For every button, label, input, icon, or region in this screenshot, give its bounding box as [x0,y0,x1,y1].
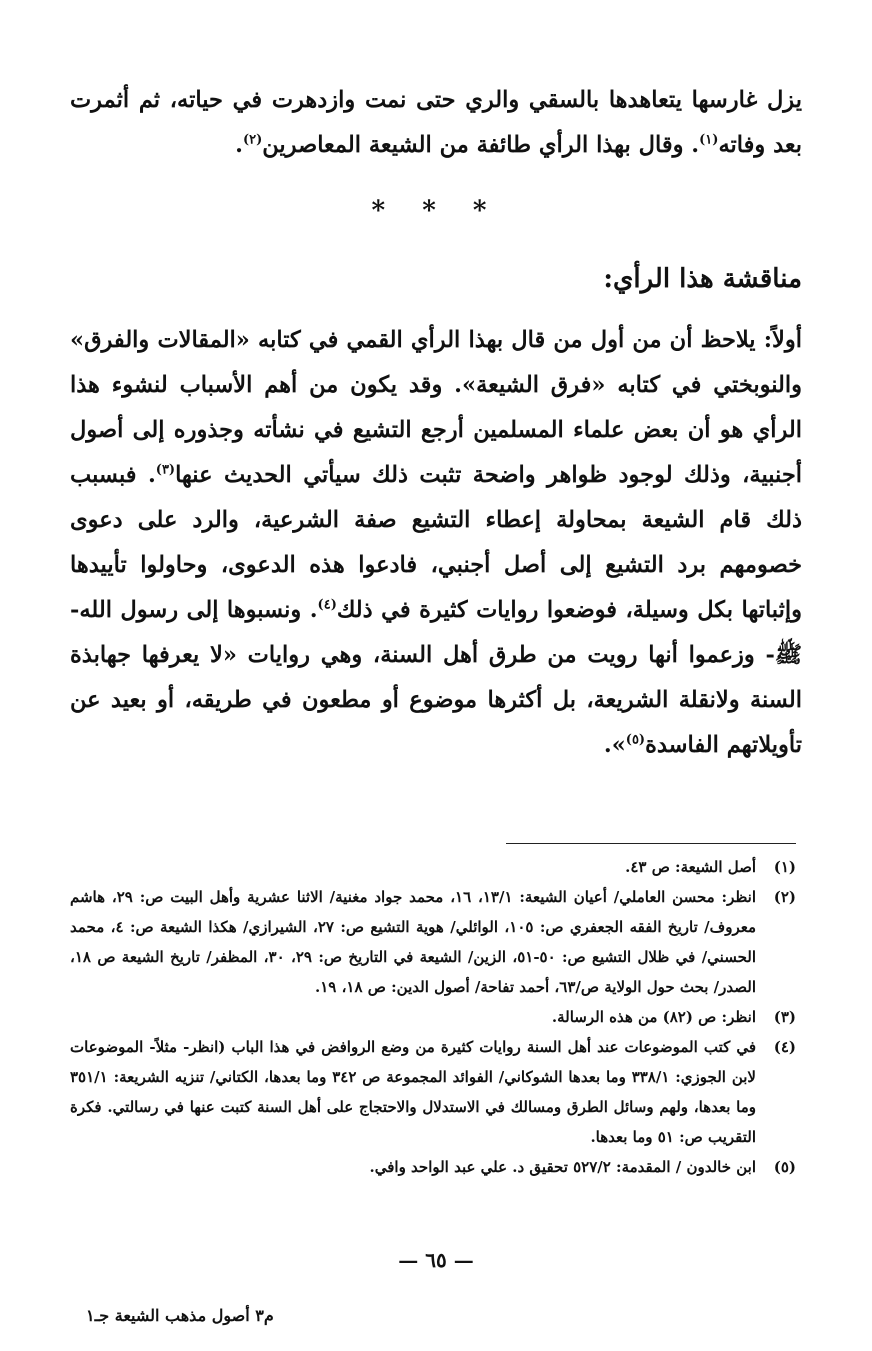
footnote-reference: (٤) [317,597,337,613]
footnote-item [70,882,796,1002]
footnote-reference: (٣) [155,462,176,478]
paragraph-text: . فبسبب ذلك قام الشيعة بمحاولة إعطاء التشيع صفة الشرعية، والرد على دعوى خصومهم برد التشيع إلى أصل أجنبي، فادعوا هذه الدعوى، وحاولوا تأييدها وإثباتها بكل وسيلة، فوضعوا روايات كثيرة في ذلك [70,462,802,623]
paragraph-text: . ونسبوها إلى رسول الله- ﷺ- وزعموا أنها رويت من طرق أهل السنة، وهي روايات «لا يعرفها جهابذة السنة ولانقلة الشريعة، بل أكثرها موضوع أو مطعون في طريقه، أو بعيد عن تأويلاتهم الفاسدة [70,597,802,758]
footnotes-section [70,852,796,1182]
footnote-number: (٢) [773,888,796,906]
paragraph-text: يلاحظ أن من أول من قال بهذا الرأي القمي في كتابه «المقالات والفرق» والنوبختي في كتابه «فرق الشيعة». وقد يكون من أهم الأسباب لنشوء هذا الرأي هو أن بعض علماء المسلمين أرجع التشيع في نشأته وجذوره إلى أصول أجنبية، وذلك لوجود ظواهر واضحة تثبت ذلك سيأتي الحديث عنها [70,327,803,488]
paragraph-continuation [70,78,802,168]
footnote-number: (١) [773,858,796,876]
paragraph-text: ». [603,732,626,758]
footnote-item [70,852,796,882]
paragraph-text: . وقال بهذا الرأي طائفة من الشيعة المعاصرين [262,132,700,158]
footnote-number: (٤) [773,1038,796,1056]
footnote-reference: (١) [699,132,719,148]
footnote-reference: (٥) [625,732,646,748]
footnote-divider [506,843,796,844]
footnote-text: في كتب الموضوعات عند أهل السنة روايات كثيرة من وضع الروافض في هذا الباب (انظر- مثلاً- الموضوعات لابن الجوزي: ٣٣٨/١ وما بعدها الشوكاني/ الفوائد المجموعة ص ٣٤٢ وما بعدها، الكتاني/ تنزيه الشريعة: ٣٥١/١ وما بعدها، ولهم وسائل الطرق ومسالك في الاستدلال والاحتجاج على أهل السنة كتبت عنها في رسالتي. فكرة التقريب ص: ٥١ وما بعدها. [70,1038,756,1146]
paragraph-main [70,318,802,768]
footnote-text: انظر: ص (٨٢) من هذه الرسالة. [551,1008,756,1026]
footnote-item [70,1032,796,1152]
paragraph-text: يزل غارسها يتعاهدها بالسقي والري حتى نمت وازدهرت في حياته، ثم أثمرت بعد وفاته [70,87,802,158]
section-heading: مناقشة هذا الرأي: [603,264,802,294]
footnote-reference: (٢) [243,132,263,148]
footnote-number: (٣) [773,1008,796,1026]
footnote-number: (٥) [773,1158,796,1176]
footnote-text: انظر: محسن العاملي/ أعيان الشيعة: ١٣/١، ١٦، محمد جواد مغنية/ الاثنا عشرية وأهل البيت ص: ٢٩، هاشم معروف/ تاريخ الفقه الجعفري ص: ١٠٥، الوائلي/ هوية التشيع ص: ٢٧، الشيرازي/ هكذا الشيعة ص: ٤، محمد الحسني/ في ظلال التشيع ص: ٥٠-٥١، الزين/ الشيعة في التاريخ ص: ٢٩، ٣٠، المظفر/ تاريخ الشيعة ص ١٨، الصدر/ بحث حول الولاية ص/٦٣، أحمد تفاحة/ أصول الدين: ص ١٨، ١٩. [70,888,756,996]
paragraph-text: . [235,132,243,158]
paragraph-lead: أولاً: [763,327,802,353]
footnote-item [70,1152,796,1182]
page-number: — ٦٥ — [398,1248,474,1272]
footnote-text: أصل الشيعة: ص ٤٣. [625,858,756,876]
printer-signature: م٣ أصول مذهب الشيعة جـ١ [86,1306,274,1325]
footnote-item [70,1002,796,1032]
section-separator: * * * [371,196,501,226]
footnote-text: ابن خالدون / المقدمة: ٥٢٧/٢ تحقيق د. علي عبد الواحد وافي. [369,1158,756,1176]
